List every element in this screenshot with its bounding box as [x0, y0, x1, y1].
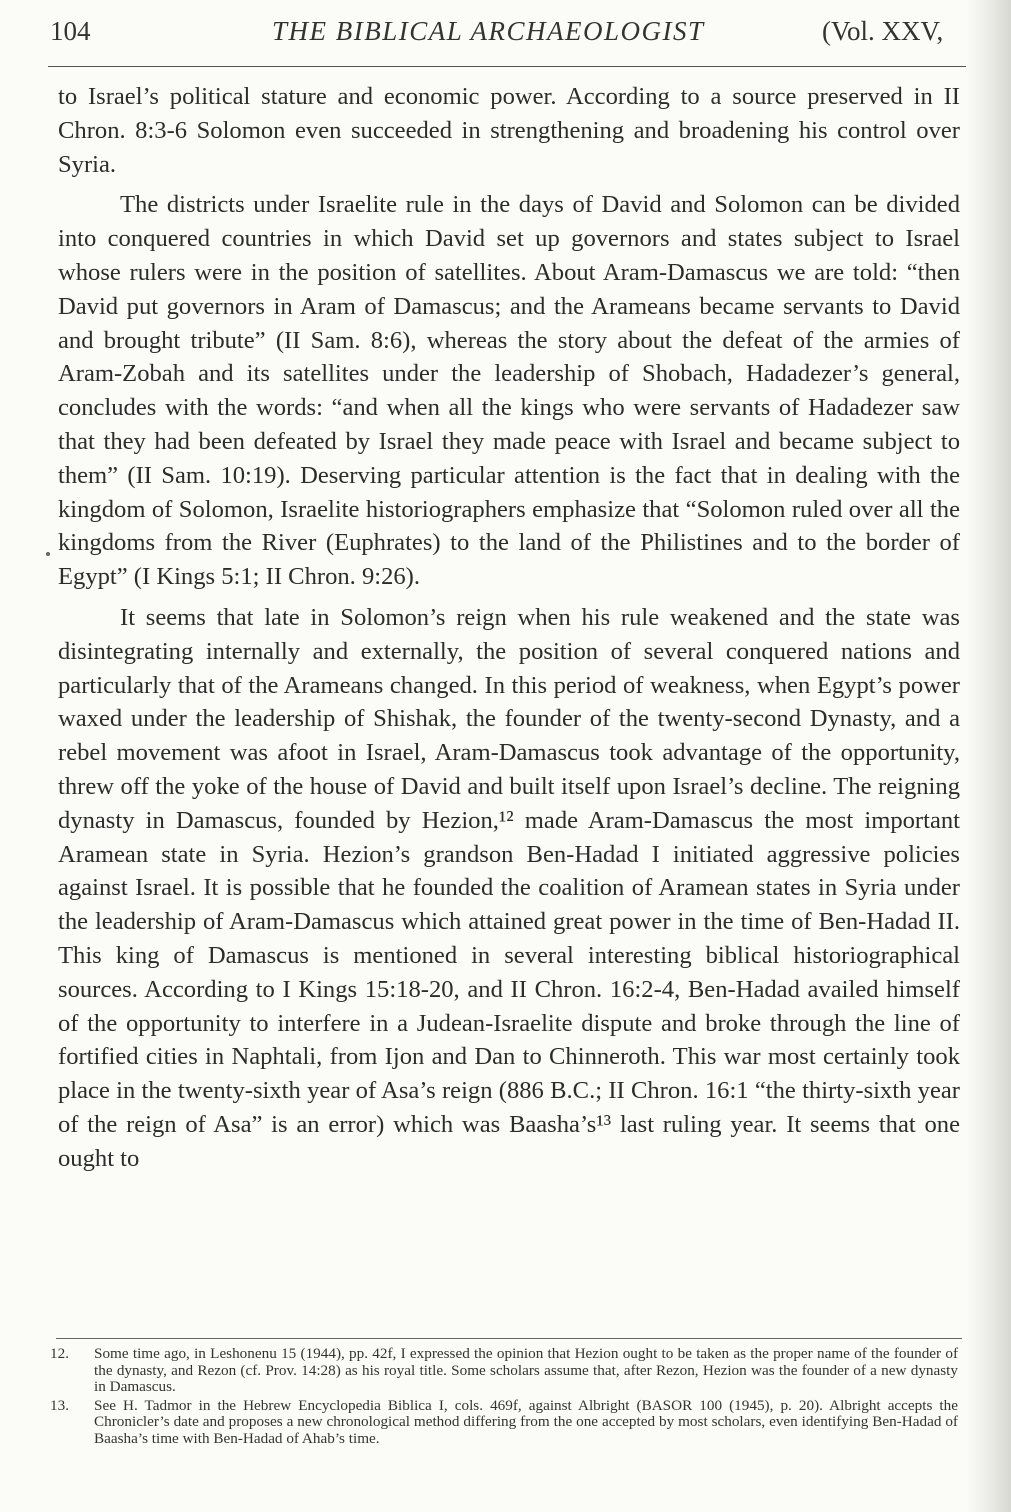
volume-label: (Vol. XXV, [822, 16, 944, 46]
header-rule [48, 66, 966, 67]
paper-speck [46, 552, 50, 556]
footnote-text: Some time ago, in Leshonenu 15 (1944), pp. 42f, I expressed the opinion that Hezion ought to be taken as the proper name of the founder of the dynasty, and Rezon (cf. Prov. 14:28) as his royal title. Some scholars assume that, after Rezon, Hezion was the founder of a new dynasty in Damascus. [94, 1345, 958, 1396]
footnote-text: See H. Tadmor in the Hebrew Encyclopedia Biblica I, cols. 469f, against Albright (BASOR 100 (1945), p. 20). Albright accepts the Chronicler’s date and proposes a new chronological method differing from the one accepted by most scholars, even identifying Ben-Hadad of Baasha’s time with Ben-Hadad of Ahab’s time. [94, 1396, 958, 1447]
article-body [58, 80, 960, 1183]
footnotes [50, 1346, 958, 1450]
footnote-13 [50, 1398, 958, 1448]
paragraph-2: The districts under Israelite rule in the days of David and Solomon can be divided into conquered countries in which David set up governors and states subject to Israel whose rulers were in the position of satellites. About Aram-Damascus we are told: “then David put governors in Aram of Damascus; and the Arameans became servants to David and brought tribute” (II Sam. 8:6), whereas the story about the defeat of the armies of Aram-Zobah and its satellites under the leadership of Shobach, Hadadezer’s general, concludes with the words: “and when all the kings who were servants of Hadadezer saw that they had been defeated by Israel they made peace with Israel and became subject to them” (II Sam. 10:19). Deserving particular attention is the fact that in dealing with the kingdom of Solomon, Israelite historiographers emphasize that “Solomon ruled over all the kingdoms from the River (Euphrates) to the land of the Philistines and to the border of Egypt” (I Kings 5:1; II Chron. 9:26). [58, 191, 960, 591]
footnote-number: 12. [50, 1345, 69, 1362]
footnote-number: 13. [50, 1396, 69, 1414]
paragraph-1: to Israel’s political stature and economic power. According to a source preserved in II Chron. 8:3-6 Solomon even succeeded in strengthening and broadening his control over Syria. [58, 83, 960, 178]
running-header [50, 16, 980, 56]
page-number: 104 [50, 16, 91, 46]
paragraph-3: It seems that late in Solomon’s reign when his rule weakened and the state was disintegrating internally and externally, the position of several conquered nations and particularly that of the Arameans changed. In this period of weakness, when Egypt’s power waxed under the leadership of Shishak, the founder of the twenty-second Dynasty, and a rebel movement was afoot in Israel, Aram-Damascus took advantage of the opportunity, threw off the yoke of the house of David and built itself upon Israel’s decline. The reigning dynasty in Damascus, founded by Hezion,¹² made Aram-Damascus the most important Aramean state in Syria. Hezion’s grandson Ben-Hadad I initiated aggressive policies against Israel. It is possible that he founded the coalition of Aramean states in Syria under the leadership of Aram-Damascus which attained great power in the time of Ben-Hadad II. This king of Damascus is mentioned in several interesting biblical historiographical sources. According to I Kings 15:18-20, and II Chron. 16:2-4, Ben-Hadad availed himself of the opportunity to interfere in a Judean-Israelite dispute and broke through the line of fortified cities in Naphtali, from Ijon and Dan to Chinneroth. This war most certainly took place in the twenty-sixth year of Asa’s reign (886 B.C.; II Chron. 16:1 “the thirty-sixth year of the reign of Asa” is an error) which was Baasha’s¹³ last ruling year. It seems that one ought to [58, 603, 960, 1172]
running-title: THE BIBLICAL ARCHAEOLOGIST [272, 16, 705, 46]
page-edge-shadow [967, 0, 1011, 1512]
footnote-12 [50, 1346, 958, 1396]
footnote-rule [56, 1338, 962, 1339]
